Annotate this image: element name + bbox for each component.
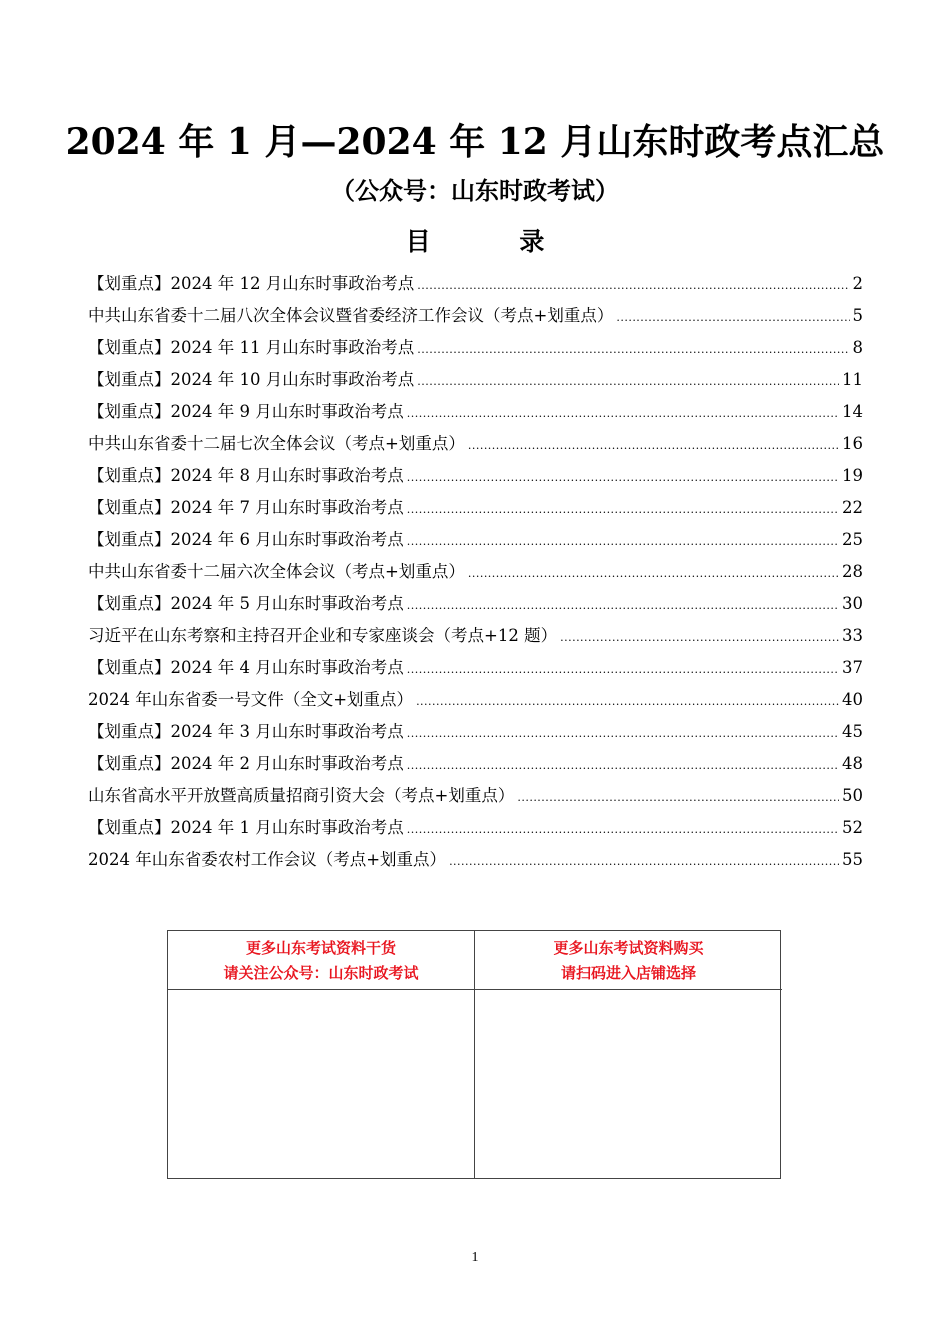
toc-entry-title: 【划重点】2024 年 5 月山东时事政治考点 — [88, 594, 404, 613]
toc-dot-leader — [417, 270, 849, 302]
toc-dot-leader — [449, 846, 839, 878]
toc-dot-leader — [407, 718, 839, 750]
document-title: 2024 年 1 月—2024 年 12 月山东时政考点汇总 — [65, 121, 885, 163]
toc-entry-page: 28 — [842, 562, 863, 581]
toc-entry-title: 中共山东省委十二届七次全体会议（考点+划重点） — [88, 434, 465, 453]
toc-entry-title: 【划重点】2024 年 4 月山东时事政治考点 — [88, 658, 404, 677]
toc-dot-leader — [407, 462, 839, 494]
toc-entry-page: 48 — [842, 754, 863, 773]
toc-entry-title: 【划重点】2024 年 3 月山东时事政治考点 — [88, 722, 404, 741]
toc-entry-title: 【划重点】2024 年 7 月山东时事政治考点 — [88, 498, 404, 517]
toc-dot-leader — [416, 686, 839, 718]
toc-entry[interactable] — [88, 588, 863, 620]
toc-entry-title: 【划重点】2024 年 9 月山东时事政治考点 — [88, 402, 404, 421]
toc-entry-page: 5 — [852, 306, 863, 325]
toc-entry-page: 30 — [842, 594, 863, 613]
page-number: 1 — [471, 1250, 479, 1265]
toc-entry-title: 习近平在山东考察和主持召开企业和专家座谈会（考点+12 题） — [88, 626, 558, 645]
promo-right-qr-area — [475, 990, 782, 1178]
toc-entry[interactable] — [88, 300, 863, 332]
toc-entry[interactable] — [88, 652, 863, 684]
toc-entry-title: 2024 年山东省委一号文件（全文+划重点） — [88, 690, 414, 709]
promo-right-header — [475, 931, 782, 990]
toc-dot-leader — [417, 366, 839, 398]
toc-entry-title: 【划重点】2024 年 2 月山东时事政治考点 — [88, 754, 404, 773]
toc-entry-title: 2024 年山东省委农村工作会议（考点+划重点） — [88, 850, 447, 869]
toc-entry-page: 14 — [842, 402, 863, 421]
toc-entry[interactable] — [88, 844, 863, 876]
toc-entry[interactable] — [88, 332, 863, 364]
toc-entry-title: 【划重点】2024 年 8 月山东时事政治考点 — [88, 466, 404, 485]
toc-entry[interactable] — [88, 556, 863, 588]
toc-entry-page: 8 — [852, 338, 863, 357]
toc-dot-leader — [407, 590, 839, 622]
toc-entry-title: 中共山东省委十二届六次全体会议（考点+划重点） — [88, 562, 465, 581]
promo-left-qr-area — [168, 990, 475, 1178]
toc-entry[interactable] — [88, 492, 863, 524]
toc-entry[interactable] — [88, 364, 863, 396]
toc-entry-page: 45 — [842, 722, 863, 741]
toc-entry[interactable] — [88, 812, 863, 844]
table-of-contents — [88, 268, 863, 876]
toc-dot-leader — [468, 430, 839, 462]
toc-dot-leader — [560, 622, 839, 654]
toc-entry-page: 19 — [842, 466, 863, 485]
toc-entry-title: 【划重点】2024 年 6 月山东时事政治考点 — [88, 530, 404, 549]
toc-entry[interactable] — [88, 396, 863, 428]
toc-entry[interactable] — [88, 428, 863, 460]
toc-dot-leader — [407, 526, 839, 558]
toc-entry[interactable] — [88, 524, 863, 556]
toc-dot-leader — [407, 814, 839, 846]
toc-dot-leader — [616, 302, 849, 334]
toc-heading: 目 录 — [405, 227, 585, 256]
toc-entry-page: 22 — [842, 498, 863, 517]
promo-left-header — [168, 931, 475, 990]
toc-dot-leader — [468, 558, 839, 590]
promo-left-line1: 更多山东考试资料干货 — [245, 939, 396, 957]
toc-entry[interactable] — [88, 684, 863, 716]
promo-table — [167, 930, 781, 1179]
toc-entry-page: 11 — [842, 370, 863, 389]
toc-entry-title: 【划重点】2024 年 10 月山东时事政治考点 — [88, 370, 415, 389]
toc-entry-title: 【划重点】2024 年 12 月山东时事政治考点 — [88, 274, 415, 293]
toc-entry-page: 40 — [842, 690, 863, 709]
document-subtitle: （公众号：山东时政考试） — [331, 176, 619, 205]
toc-entry[interactable] — [88, 460, 863, 492]
toc-dot-leader — [407, 654, 839, 686]
toc-entry-page: 16 — [842, 434, 863, 453]
toc-entry[interactable] — [88, 780, 863, 812]
toc-entry-title: 山东省高水平开放暨高质量招商引资大会（考点+划重点） — [88, 786, 515, 805]
toc-dot-leader — [517, 782, 839, 814]
toc-entry-title: 【划重点】2024 年 11 月山东时事政治考点 — [88, 338, 415, 357]
toc-entry[interactable] — [88, 748, 863, 780]
promo-right-line2: 请扫码进入店铺选择 — [560, 964, 696, 982]
toc-entry-page: 37 — [842, 658, 863, 677]
toc-entry[interactable] — [88, 620, 863, 652]
toc-entry-page: 52 — [842, 818, 863, 837]
toc-dot-leader — [407, 750, 839, 782]
toc-entry-page: 55 — [842, 850, 863, 869]
toc-dot-leader — [407, 398, 839, 430]
toc-entry-page: 33 — [842, 626, 863, 645]
toc-entry[interactable] — [88, 716, 863, 748]
toc-entry-page: 50 — [842, 786, 863, 805]
toc-entry-title: 【划重点】2024 年 1 月山东时事政治考点 — [88, 818, 404, 837]
toc-entry[interactable] — [88, 268, 863, 300]
toc-entry-title: 中共山东省委十二届八次全体会议暨省委经济工作会议（考点+划重点） — [88, 306, 614, 325]
promo-right-line1: 更多山东考试资料购买 — [553, 939, 704, 957]
toc-entry-page: 2 — [852, 274, 863, 293]
toc-dot-leader — [417, 334, 849, 366]
toc-dot-leader — [407, 494, 839, 526]
promo-left-line2: 请关注公众号：山东时政考试 — [223, 964, 419, 982]
toc-entry-page: 25 — [842, 530, 863, 549]
